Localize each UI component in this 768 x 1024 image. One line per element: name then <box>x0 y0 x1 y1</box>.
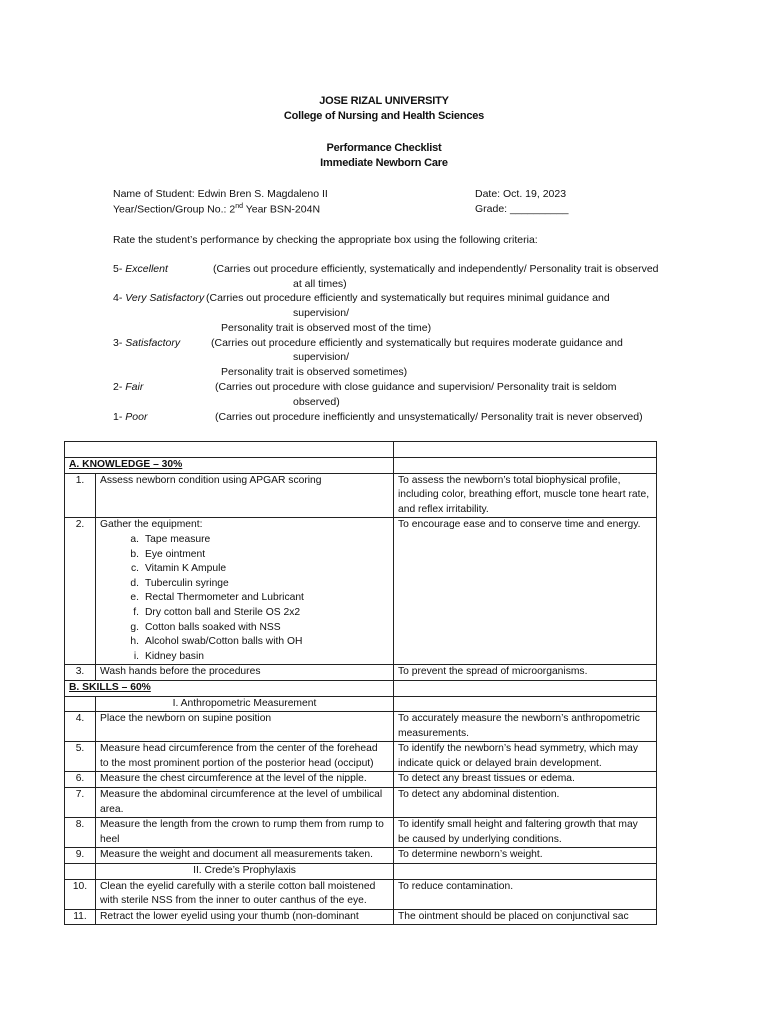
section-row <box>65 458 657 474</box>
step-number: 3. <box>65 665 96 681</box>
criterion-desc: (Carries out procedure efficiently and systematically but requires minimal guidance and <box>206 292 610 304</box>
criterion-number: 4- <box>113 292 123 304</box>
item-text: Cotton balls soaked with NSS <box>145 621 281 633</box>
item-letter: i. <box>133 650 139 662</box>
blank-cell <box>65 696 96 712</box>
subsection-title: I. Anthropometric Measurement <box>96 696 394 712</box>
step-number: 9. <box>65 848 96 864</box>
rationale-text: To detect any breast tissues or edema. <box>394 772 657 788</box>
year-superscript: nd <box>235 203 243 210</box>
criterion-desc: (Carries out procedure inefficiently and unsystematically/ Personality trait is never observed) <box>215 411 643 423</box>
blank-cell <box>394 696 657 712</box>
item-letter: f. <box>133 606 139 618</box>
blank-cell <box>394 680 657 696</box>
document-title: Performance Checklist <box>326 142 442 154</box>
list-item <box>100 577 389 592</box>
list-item <box>100 562 389 577</box>
table-row <box>65 712 657 742</box>
university-name: JOSE RIZAL UNIVERSITY <box>319 95 449 107</box>
knowledge-header: A. KNOWLEDGE – 30% <box>65 458 394 474</box>
rationale-text: To determine newborn’s weight. <box>394 848 657 864</box>
criterion-3 <box>113 337 180 349</box>
criterion-label: Fair <box>125 381 144 393</box>
list-item <box>100 621 389 636</box>
item-text: Rectal Thermometer and Lubricant <box>145 592 304 604</box>
step-number: 11. <box>65 909 96 925</box>
student-name: Name of Student: Edwin Bren S. Magdaleno II <box>113 188 328 200</box>
rationale-text: To assess the newborn’s total biophysical profile, including color, breathing effort, muscle tone heart rate, and reflex irritability. <box>394 473 657 518</box>
rationale-text: To detect any abdominal distention. <box>394 788 657 818</box>
item-letter: h. <box>130 636 139 648</box>
criterion-label: Very Satisfactory <box>125 292 205 304</box>
table-row <box>65 772 657 788</box>
criterion-label: Satisfactory <box>125 337 181 349</box>
step-text: Wash hands before the procedures <box>96 665 394 681</box>
item-letter: a. <box>130 533 139 545</box>
step-number: 7. <box>65 788 96 818</box>
list-item <box>100 548 389 563</box>
table-row <box>65 742 657 772</box>
step-number: 6. <box>65 772 96 788</box>
step-cell <box>96 518 394 665</box>
subsection-row <box>65 696 657 712</box>
criterion-desc: at all times) <box>293 278 347 290</box>
table-row <box>65 473 657 518</box>
blank-cell <box>65 442 394 458</box>
criterion-2 <box>113 381 143 393</box>
table-row <box>65 879 657 909</box>
item-letter: b. <box>130 548 139 560</box>
item-letter: e. <box>130 592 139 604</box>
step-text: Measure the abdominal circumference at the level of umbilical area. <box>96 788 394 818</box>
section-row <box>65 680 657 696</box>
criterion-number: 1- <box>113 411 123 423</box>
grade-field: Grade: __________ <box>475 203 569 215</box>
step-number: 1. <box>65 473 96 518</box>
step-text: Measure the length from the crown to rump them from rump to heel <box>96 818 394 848</box>
criterion-desc: supervision/ <box>293 307 350 319</box>
year-section-group <box>113 203 320 216</box>
item-letter: d. <box>130 577 139 589</box>
criterion-desc: Personality trait is observed sometimes) <box>221 366 408 378</box>
item-text: Tape measure <box>145 533 211 545</box>
step-text: Clean the eyelid carefully with a sterile cotton ball moistened with sterile NSS from the inner to outer canthus of the eye. <box>96 879 394 909</box>
college-name: College of Nursing and Health Sciences <box>283 110 485 122</box>
table-row <box>65 518 657 665</box>
subsection-title: II. Crede’s Prophylaxis <box>96 864 394 880</box>
rationale-text: To prevent the spread of microorganisms. <box>394 665 657 681</box>
table-row <box>65 848 657 864</box>
step-text: Measure the weight and document all measurements taken. <box>96 848 394 864</box>
step-number: 8. <box>65 818 96 848</box>
subsection-row <box>65 864 657 880</box>
list-item <box>100 533 389 548</box>
criterion-1 <box>113 411 147 423</box>
criterion-desc: observed) <box>293 396 340 408</box>
item-letter: g. <box>130 621 139 633</box>
item-text: Eye ointment <box>145 548 206 560</box>
year-suffix: Year BSN-204N <box>242 203 321 216</box>
criterion-number: 5- <box>113 263 123 275</box>
item-text: Alcohol swab/Cotton balls with OH <box>145 636 303 648</box>
step-text: Retract the lower eyelid using your thumb (non-dominant <box>96 909 394 925</box>
list-item <box>100 591 389 606</box>
item-text: Dry cotton ball and Sterile OS 2x2 <box>145 606 301 618</box>
rationale-text: To encourage ease and to conserve time and energy. <box>394 518 657 665</box>
step-text: Gather the equipment: <box>100 519 203 531</box>
step-number: 4. <box>65 712 96 742</box>
table-row <box>65 665 657 681</box>
step-text: Place the newborn on supine position <box>96 712 394 742</box>
document-subtitle: Immediate Newborn Care <box>320 157 448 169</box>
table-row <box>65 788 657 818</box>
criterion-desc: Personality trait is observed most of the time) <box>221 322 432 334</box>
blank-cell <box>394 864 657 880</box>
criterion-4 <box>113 292 204 304</box>
table-blank-row <box>65 442 657 458</box>
criterion-label: Excellent <box>125 263 168 275</box>
criterion-number: 3- <box>113 337 123 349</box>
step-number: 10. <box>65 879 96 909</box>
table-row <box>65 909 657 925</box>
step-text: Measure the chest circumference at the level of the nipple. <box>96 772 394 788</box>
checklist-table <box>64 441 657 925</box>
blank-cell <box>394 442 657 458</box>
date-field: Date: Oct. 19, 2023 <box>475 188 567 200</box>
criterion-number: 2- <box>113 381 123 393</box>
criterion-desc: (Carries out procedure efficiently, systematically and independently/ Personality trait is observed <box>213 263 659 275</box>
blank-cell <box>394 458 657 474</box>
table-row <box>65 818 657 848</box>
criterion-desc: (Carries out procedure efficiently and systematically but requires moderate guidance and <box>211 337 623 349</box>
rationale-text: The ointment should be placed on conjunctival sac <box>394 909 657 925</box>
item-text: Kidney basin <box>145 650 204 662</box>
step-number: 2. <box>65 518 96 665</box>
step-number: 5. <box>65 742 96 772</box>
step-text: Assess newborn condition using APGAR scoring <box>96 473 394 518</box>
skills-header: B. SKILLS – 60% <box>65 680 394 696</box>
list-item <box>100 606 389 621</box>
step-text: Measure head circumference from the center of the forehead to the most prominent portion of the posterior head (occiput) <box>96 742 394 772</box>
year-prefix: Year/Section/Group No.: 2 <box>113 203 236 216</box>
criterion-5 <box>113 263 168 275</box>
list-item <box>100 650 389 665</box>
rationale-text: To reduce contamination. <box>394 879 657 909</box>
list-item <box>100 635 389 650</box>
item-text: Tuberculin syringe <box>145 577 229 589</box>
blank-cell <box>65 864 96 880</box>
rationale-text: To identify small height and faltering growth that may be caused by underlying conditions. <box>394 818 657 848</box>
rationale-text: To accurately measure the newborn’s anthropometric measurements. <box>394 712 657 742</box>
criterion-label: Poor <box>125 411 148 423</box>
item-letter: c. <box>130 563 139 575</box>
equipment-list <box>100 533 389 664</box>
criterion-desc: (Carries out procedure with close guidance and supervision/ Personality trait is seldom <box>215 381 617 393</box>
item-text: Vitamin K Ampule <box>145 563 227 575</box>
instructions: Rate the student’s performance by checking the appropriate box using the following criteria: <box>113 234 538 246</box>
rationale-text: To identify the newborn’s head symmetry, which may indicate quick or delayed brain development. <box>394 742 657 772</box>
criterion-desc: supervision/ <box>293 351 350 363</box>
